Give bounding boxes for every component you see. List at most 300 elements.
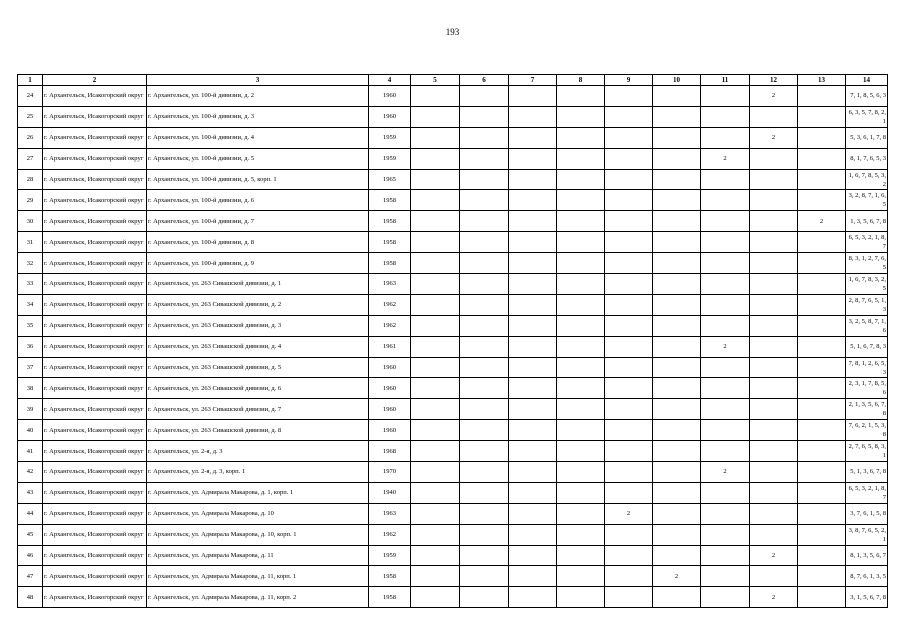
col7-cell (509, 441, 557, 462)
table-row (18, 587, 888, 608)
sequence-cell: 5, 1, 6, 7, 8, 3 (846, 336, 888, 357)
col12-cell (750, 503, 798, 524)
col9-cell (605, 274, 653, 295)
table-row (18, 378, 888, 399)
col7-cell (509, 294, 557, 315)
row-number: 40 (18, 420, 43, 441)
col9-cell (605, 336, 653, 357)
row-number: 37 (18, 357, 43, 378)
table-row (18, 253, 888, 274)
row-number: 43 (18, 482, 43, 503)
col12-cell (750, 378, 798, 399)
col5-cell (411, 211, 460, 232)
col11-cell (701, 294, 750, 315)
table-row (18, 462, 888, 483)
col12-cell: 2 (750, 127, 798, 148)
col7-cell (509, 462, 557, 483)
sequence-cell: 5, 3, 6, 1, 7, 8 (846, 127, 888, 148)
col11-cell (701, 545, 750, 566)
col5-cell (411, 336, 460, 357)
col10-cell (653, 399, 701, 420)
address-cell: г. Архангельск, ул. 2-я, д. 3 (147, 441, 369, 462)
sequence-cell: 7, 8, 1, 2, 6, 5, 3 (846, 357, 888, 378)
address-cell: г. Архангельск, ул. Адмирала Макарова, д. 11, корп. 2 (147, 587, 369, 608)
column-header: 6 (460, 75, 509, 86)
col8-cell (557, 503, 605, 524)
year-cell: 1959 (369, 127, 411, 148)
col12-cell (750, 232, 798, 253)
col7-cell (509, 336, 557, 357)
col9-cell (605, 357, 653, 378)
col11-cell (701, 503, 750, 524)
column-header: 11 (701, 75, 750, 86)
address-cell: г. Архангельск, ул. 263 Сивашской дивизии, д. 5 (147, 357, 369, 378)
col11-cell: 2 (701, 336, 750, 357)
row-number: 25 (18, 106, 43, 127)
col9-cell (605, 86, 653, 107)
year-cell: 1963 (369, 274, 411, 295)
row-number: 39 (18, 399, 43, 420)
column-header: 14 (846, 75, 888, 86)
col9-cell (605, 399, 653, 420)
col7-cell (509, 503, 557, 524)
col11-cell (701, 378, 750, 399)
row-number: 31 (18, 232, 43, 253)
year-cell: 1962 (369, 315, 411, 336)
col9-cell (605, 294, 653, 315)
table-row (18, 148, 888, 169)
address-cell: г. Архангельск, ул. 100-й дивизии, д. 5, корп. 1 (147, 169, 369, 190)
col5-cell (411, 232, 460, 253)
col9-cell (605, 169, 653, 190)
col13-cell (798, 315, 846, 336)
col11-cell (701, 441, 750, 462)
col12-cell (750, 336, 798, 357)
col10-cell (653, 462, 701, 483)
col5-cell (411, 274, 460, 295)
col13-cell (798, 190, 846, 211)
district-cell: г. Архангельск, Исакогорский округ (43, 524, 147, 545)
col10-cell (653, 274, 701, 295)
col5-cell (411, 399, 460, 420)
district-cell: г. Архангельск, Исакогорский округ (43, 232, 147, 253)
sequence-cell: 2, 3, 1, 7, 8, 5, 6 (846, 378, 888, 399)
col5-cell (411, 357, 460, 378)
table-row (18, 106, 888, 127)
col8-cell (557, 420, 605, 441)
sequence-cell: 3, 2, 8, 7, 1, 6, 5 (846, 190, 888, 211)
sequence-cell: 1, 6, 7, 8, 5, 3, 2 (846, 169, 888, 190)
col6-cell (460, 420, 509, 441)
row-number: 42 (18, 462, 43, 483)
table-row (18, 169, 888, 190)
col7-cell (509, 545, 557, 566)
col8-cell (557, 587, 605, 608)
col6-cell (460, 482, 509, 503)
col6-cell (460, 357, 509, 378)
col6-cell (460, 169, 509, 190)
table-row (18, 190, 888, 211)
col5-cell (411, 462, 460, 483)
district-cell: г. Архангельск, Исакогорский округ (43, 127, 147, 148)
address-cell: г. Архангельск, ул. 100-й дивизии, д. 6 (147, 190, 369, 211)
col11-cell (701, 86, 750, 107)
col10-cell (653, 420, 701, 441)
col5-cell (411, 253, 460, 274)
address-cell: г. Архангельск, ул. 263 Сивашской дивизии, д. 6 (147, 378, 369, 399)
sequence-cell: 8, 3, 1, 2, 7, 6, 5 (846, 253, 888, 274)
col6-cell (460, 503, 509, 524)
col7-cell (509, 399, 557, 420)
row-number: 41 (18, 441, 43, 462)
col13-cell (798, 524, 846, 545)
col10-cell (653, 106, 701, 127)
col8-cell (557, 399, 605, 420)
column-header: 4 (369, 75, 411, 86)
col12-cell (750, 420, 798, 441)
col11-cell (701, 420, 750, 441)
col8-cell (557, 524, 605, 545)
column-header: 13 (798, 75, 846, 86)
col5-cell (411, 587, 460, 608)
col9-cell: 2 (605, 503, 653, 524)
district-cell: г. Архангельск, Исакогорский округ (43, 566, 147, 587)
col10-cell (653, 378, 701, 399)
table-row (18, 211, 888, 232)
col13-cell (798, 232, 846, 253)
col13-cell (798, 587, 846, 608)
row-number: 38 (18, 378, 43, 399)
sequence-cell: 2, 1, 3, 5, 6, 7, 8 (846, 399, 888, 420)
table-row (18, 274, 888, 295)
col8-cell (557, 86, 605, 107)
year-cell: 1958 (369, 253, 411, 274)
col13-cell (798, 378, 846, 399)
col11-cell (701, 587, 750, 608)
col11-cell (701, 482, 750, 503)
table-row (18, 357, 888, 378)
col11-cell (701, 190, 750, 211)
col7-cell (509, 420, 557, 441)
table-row (18, 566, 888, 587)
col5-cell (411, 524, 460, 545)
col5-cell (411, 169, 460, 190)
col9-cell (605, 545, 653, 566)
col6-cell (460, 336, 509, 357)
col7-cell (509, 253, 557, 274)
col13-cell (798, 253, 846, 274)
col9-cell (605, 315, 653, 336)
col11-cell (701, 357, 750, 378)
col13-cell (798, 106, 846, 127)
address-cell: г. Архангельск, ул. 100-й дивизии, д. 4 (147, 127, 369, 148)
col11-cell (701, 274, 750, 295)
row-number: 28 (18, 169, 43, 190)
column-header: 8 (557, 75, 605, 86)
col10-cell: 2 (653, 566, 701, 587)
address-cell: г. Архангельск, ул. 100-й дивизии, д. 8 (147, 232, 369, 253)
col12-cell (750, 315, 798, 336)
col6-cell (460, 232, 509, 253)
col11-cell (701, 211, 750, 232)
col7-cell (509, 190, 557, 211)
col10-cell (653, 148, 701, 169)
col6-cell (460, 399, 509, 420)
col13-cell (798, 274, 846, 295)
col9-cell (605, 524, 653, 545)
col12-cell (750, 441, 798, 462)
col10-cell (653, 482, 701, 503)
col9-cell (605, 253, 653, 274)
col10-cell (653, 211, 701, 232)
district-cell: г. Архангельск, Исакогорский округ (43, 106, 147, 127)
col5-cell (411, 315, 460, 336)
district-cell: г. Архангельск, Исакогорский округ (43, 420, 147, 441)
col10-cell (653, 190, 701, 211)
col8-cell (557, 294, 605, 315)
col6-cell (460, 86, 509, 107)
table-row (18, 420, 888, 441)
page-number: 193 (445, 27, 460, 37)
col7-cell (509, 315, 557, 336)
row-number: 36 (18, 336, 43, 357)
col11-cell (701, 232, 750, 253)
col12-cell (750, 106, 798, 127)
row-number: 47 (18, 566, 43, 587)
col5-cell (411, 482, 460, 503)
header-row (18, 75, 888, 86)
col9-cell (605, 482, 653, 503)
sequence-cell: 1, 3, 5, 6, 7, 8 (846, 211, 888, 232)
address-cell: г. Архангельск, ул. 263 Сивашской дивизии, д. 3 (147, 315, 369, 336)
year-cell: 1958 (369, 211, 411, 232)
col12-cell (750, 524, 798, 545)
table-row (18, 232, 888, 253)
sequence-cell: 6, 3, 5, 7, 8, 2, 1 (846, 106, 888, 127)
year-cell: 1960 (369, 420, 411, 441)
year-cell: 1965 (369, 169, 411, 190)
year-cell: 1962 (369, 524, 411, 545)
col10-cell (653, 253, 701, 274)
col5-cell (411, 441, 460, 462)
col8-cell (557, 274, 605, 295)
col5-cell (411, 503, 460, 524)
address-cell: г. Архангельск, ул. Адмирала Макарова, д. 11 (147, 545, 369, 566)
sequence-cell: 2, 7, 6, 5, 8, 3, 1 (846, 441, 888, 462)
sequence-cell: 6, 5, 3, 2, 1, 8, 7 (846, 232, 888, 253)
year-cell: 1940 (369, 482, 411, 503)
col11-cell: 2 (701, 462, 750, 483)
district-cell: г. Архангельск, Исакогорский округ (43, 378, 147, 399)
col8-cell (557, 566, 605, 587)
col13-cell (798, 148, 846, 169)
col12-cell (750, 169, 798, 190)
district-cell: г. Архангельск, Исакогорский округ (43, 211, 147, 232)
district-cell: г. Архангельск, Исакогорский округ (43, 545, 147, 566)
year-cell: 1970 (369, 462, 411, 483)
sequence-cell: 1, 6, 7, 8, 3, 2, 5 (846, 274, 888, 295)
col7-cell (509, 482, 557, 503)
district-cell: г. Архангельск, Исакогорский округ (43, 190, 147, 211)
district-cell: г. Архангельск, Исакогорский округ (43, 169, 147, 190)
col9-cell (605, 148, 653, 169)
col6-cell (460, 378, 509, 399)
year-cell: 1958 (369, 566, 411, 587)
column-header: 2 (43, 75, 147, 86)
col6-cell (460, 148, 509, 169)
col9-cell (605, 378, 653, 399)
address-cell: г. Архангельск, ул. 2-я, д. 3, корп. 1 (147, 462, 369, 483)
col12-cell (750, 566, 798, 587)
year-cell: 1958 (369, 587, 411, 608)
address-cell: г. Архангельск, ул. 263 Сивашской дивизии, д. 8 (147, 420, 369, 441)
year-cell: 1963 (369, 503, 411, 524)
col7-cell (509, 274, 557, 295)
col9-cell (605, 211, 653, 232)
address-cell: г. Архангельск, ул. 100-й дивизии, д. 5 (147, 148, 369, 169)
col11-cell (701, 399, 750, 420)
col9-cell (605, 232, 653, 253)
district-cell: г. Архангельск, Исакогорский округ (43, 441, 147, 462)
table-row (18, 399, 888, 420)
table-row (18, 482, 888, 503)
col5-cell (411, 420, 460, 441)
col10-cell (653, 315, 701, 336)
col7-cell (509, 587, 557, 608)
col6-cell (460, 441, 509, 462)
year-cell: 1960 (369, 378, 411, 399)
year-cell: 1959 (369, 148, 411, 169)
col5-cell (411, 127, 460, 148)
col8-cell (557, 127, 605, 148)
col8-cell (557, 232, 605, 253)
col12-cell (750, 190, 798, 211)
col7-cell (509, 378, 557, 399)
col13-cell (798, 86, 846, 107)
district-cell: г. Архангельск, Исакогорский округ (43, 253, 147, 274)
col13-cell (798, 357, 846, 378)
col12-cell (750, 294, 798, 315)
col13-cell (798, 399, 846, 420)
column-header: 1 (18, 75, 43, 86)
address-cell: г. Архангельск, ул. Адмирала Макарова, д. 11, корп. 1 (147, 566, 369, 587)
col6-cell (460, 294, 509, 315)
col8-cell (557, 253, 605, 274)
address-cell: г. Архангельск, ул. 263 Сивашской дивизии, д. 2 (147, 294, 369, 315)
col6-cell (460, 587, 509, 608)
col5-cell (411, 106, 460, 127)
col6-cell (460, 190, 509, 211)
col7-cell (509, 211, 557, 232)
year-cell: 1960 (369, 399, 411, 420)
address-cell: г. Архангельск, ул. 100-й дивизии, д. 3 (147, 106, 369, 127)
table-row (18, 336, 888, 357)
year-cell: 1961 (369, 336, 411, 357)
row-number: 46 (18, 545, 43, 566)
col10-cell (653, 127, 701, 148)
sequence-cell: 5, 1, 3, 6, 7, 8 (846, 462, 888, 483)
col8-cell (557, 462, 605, 483)
col12-cell: 2 (750, 545, 798, 566)
col9-cell (605, 441, 653, 462)
year-cell: 1960 (369, 106, 411, 127)
col13-cell (798, 503, 846, 524)
address-cell: г. Архангельск, ул. Адмирала Макарова, д. 10, корп. 1 (147, 524, 369, 545)
table-row (18, 441, 888, 462)
sequence-cell: 6, 5, 3, 2, 1, 8, 7 (846, 482, 888, 503)
year-cell: 1962 (369, 294, 411, 315)
col6-cell (460, 253, 509, 274)
col10-cell (653, 545, 701, 566)
col8-cell (557, 148, 605, 169)
col10-cell (653, 441, 701, 462)
column-header: 3 (147, 75, 369, 86)
col9-cell (605, 127, 653, 148)
col6-cell (460, 127, 509, 148)
col11-cell (701, 127, 750, 148)
year-cell: 1968 (369, 441, 411, 462)
district-cell: г. Архангельск, Исакогорский округ (43, 503, 147, 524)
col5-cell (411, 148, 460, 169)
col11-cell (701, 315, 750, 336)
col9-cell (605, 420, 653, 441)
sequence-cell: 8, 1, 3, 5, 6, 7 (846, 545, 888, 566)
column-header: 7 (509, 75, 557, 86)
col13-cell: 2 (798, 211, 846, 232)
address-cell: г. Архангельск, ул. 100-й дивизии, д. 2 (147, 86, 369, 107)
address-cell: г. Архангельск, ул. 100-й дивизии, д. 9 (147, 253, 369, 274)
row-number: 32 (18, 253, 43, 274)
col12-cell (750, 399, 798, 420)
table-row (18, 127, 888, 148)
col6-cell (460, 566, 509, 587)
year-cell: 1960 (369, 86, 411, 107)
sequence-cell: 3, 1, 5, 6, 7, 8 (846, 587, 888, 608)
col6-cell (460, 211, 509, 232)
column-header: 5 (411, 75, 460, 86)
col12-cell: 2 (750, 86, 798, 107)
col7-cell (509, 148, 557, 169)
col12-cell (750, 253, 798, 274)
address-cell: г. Архангельск, ул. 100-й дивизии, д. 7 (147, 211, 369, 232)
col12-cell (750, 148, 798, 169)
col6-cell (460, 545, 509, 566)
col6-cell (460, 462, 509, 483)
col7-cell (509, 106, 557, 127)
col10-cell (653, 357, 701, 378)
sequence-cell: 2, 8, 7, 6, 5, 1, 3 (846, 294, 888, 315)
col13-cell (798, 336, 846, 357)
col11-cell (701, 106, 750, 127)
col5-cell (411, 545, 460, 566)
year-cell: 1958 (369, 232, 411, 253)
col9-cell (605, 106, 653, 127)
register-table (17, 74, 888, 608)
row-number: 33 (18, 274, 43, 295)
col13-cell (798, 545, 846, 566)
col9-cell (605, 566, 653, 587)
year-cell: 1959 (369, 545, 411, 566)
row-number: 24 (18, 86, 43, 107)
col5-cell (411, 378, 460, 399)
col10-cell (653, 503, 701, 524)
col10-cell (653, 524, 701, 545)
col7-cell (509, 566, 557, 587)
col8-cell (557, 169, 605, 190)
col7-cell (509, 86, 557, 107)
col8-cell (557, 190, 605, 211)
col10-cell (653, 232, 701, 253)
